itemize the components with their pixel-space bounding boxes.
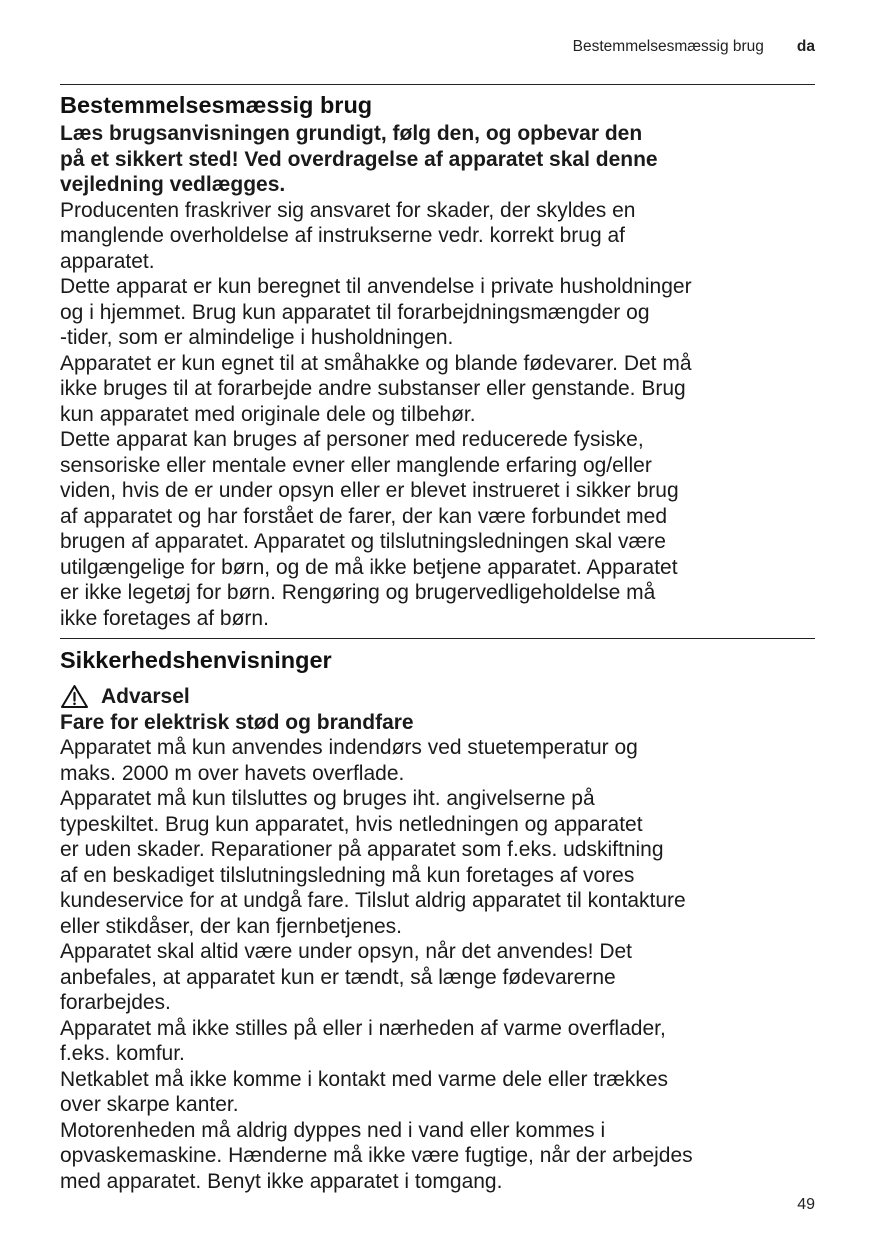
section-safety (60, 646, 820, 1194)
body-line: af apparatet og har forstået de farer, der kan være forbundet med (60, 504, 668, 528)
section-divider (60, 638, 815, 639)
body-line: og i hjemmet. Brug kun apparatet til forarbejdningsmængder og (60, 300, 650, 324)
intro-bold-text (60, 121, 820, 198)
top-divider (60, 84, 815, 85)
body-line: -tider, som er almindelige i husholdningen. (60, 326, 454, 349)
body-line: ikke foretages af børn. (60, 606, 269, 630)
intended-use-body (60, 198, 820, 632)
body-line: apparatet. (60, 249, 155, 273)
body-line: brugen af apparatet. Apparatet og tilslutningsledningen skal være (60, 530, 666, 553)
intro-line: vejledning vedlægges. (60, 173, 286, 196)
body-line: kun apparatet med originale dele og tilbehør. (60, 402, 476, 426)
body-line: kundeservice for at undgå fare. Tilslut aldrig apparatet til kontakture (60, 889, 686, 912)
section-heading-intended-use: Bestemmelsesmæssig brug (60, 92, 373, 118)
body-line: utilgængelige for børn, og de må ikke betjene apparatet. Apparatet (60, 555, 678, 579)
body-line: forarbejdes. (60, 991, 171, 1014)
body-line: eller stikdåser, der kan fjernbetjenes. (60, 914, 403, 938)
warning-triangle-icon (60, 684, 89, 709)
body-line: f.eks. komfur. (60, 1042, 185, 1065)
body-line: ikke bruges til at forarbejde andre substanser eller genstande. Brug (60, 377, 686, 400)
body-line: manglende overholdelse af instrukserne vedr. korrekt brug af (60, 224, 625, 247)
body-line: med apparatet. Benyt ikke apparatet i tomgang. (60, 1169, 503, 1193)
page-number: 49 (797, 1196, 815, 1213)
body-line: Motorenheden må aldrig dyppes ned i vand eller kommes i (60, 1118, 606, 1142)
intro-line: Læs brugsanvisningen grundigt, følg den, og opbevar den (60, 122, 643, 145)
body-line: Apparatet må kun tilsluttes og bruges iht. angivelserne på (60, 787, 595, 810)
warning-label: Advarsel (101, 685, 190, 708)
intro-line: på et sikkert sted! Ved overdragelse af apparatet skal denne (60, 147, 658, 171)
safety-body (60, 735, 820, 1194)
running-header (573, 38, 815, 56)
body-line: opvaskemaskine. Hænderne må ikke være fugtige, når der arbejdes (60, 1144, 693, 1167)
section-heading-safety: Sikkerhedshenvisninger (60, 647, 332, 673)
body-line: over skarpe kanter. (60, 1093, 239, 1116)
body-line: er ikke legetøj for børn. Rengøring og brugervedligeholdelse må (60, 581, 656, 604)
section-intended-use (60, 91, 820, 631)
warning-subtitle: Fare for elektrisk stød og brandfare (60, 710, 414, 734)
body-line: Apparatet må kun anvendes indendørs ved stuetemperatur og (60, 736, 638, 759)
body-line: Apparatet må ikke stilles på eller i nærheden af varme overflader, (60, 1016, 666, 1040)
body-line: Netkablet må ikke komme i kontakt med varme dele eller trækkes (60, 1067, 669, 1091)
language-code: da (796, 38, 815, 55)
body-line: Apparatet skal altid være under opsyn, når det anvendes! Det (60, 940, 633, 963)
body-line: sensoriske eller mentale evner eller manglende erfaring og/eller (60, 453, 652, 477)
body-line: er uden skader. Reparationer på apparatet som f.eks. udskiftning (60, 838, 664, 861)
body-line: Producenten fraskriver sig ansvaret for skader, der skyldes en (60, 198, 636, 222)
body-line: Apparatet er kun egnet til at småhakke og blande fødevarer. Det må (60, 351, 692, 375)
body-line: viden, hvis de er under opsyn eller er blevet instrueret i sikker brug (60, 479, 679, 502)
body-line: typeskiltet. Brug kun apparatet, hvis netledningen og apparatet (60, 812, 643, 836)
body-line: Dette apparat kan bruges af personer med reducerede fysiske, (60, 428, 644, 451)
body-line: maks. 2000 m over havets overflade. (60, 761, 405, 785)
running-header-title: Bestemmelsesmæssig brug (572, 38, 764, 55)
warning-title (60, 684, 820, 710)
body-line: af en beskadiget tilslutningsledning må kun foretages af vores (60, 863, 635, 887)
body-line: anbefales, at apparatet kun er tændt, så længe fødevarerne (60, 965, 616, 989)
body-line: Dette apparat er kun beregnet til anvendelse i private husholdninger (60, 275, 692, 298)
